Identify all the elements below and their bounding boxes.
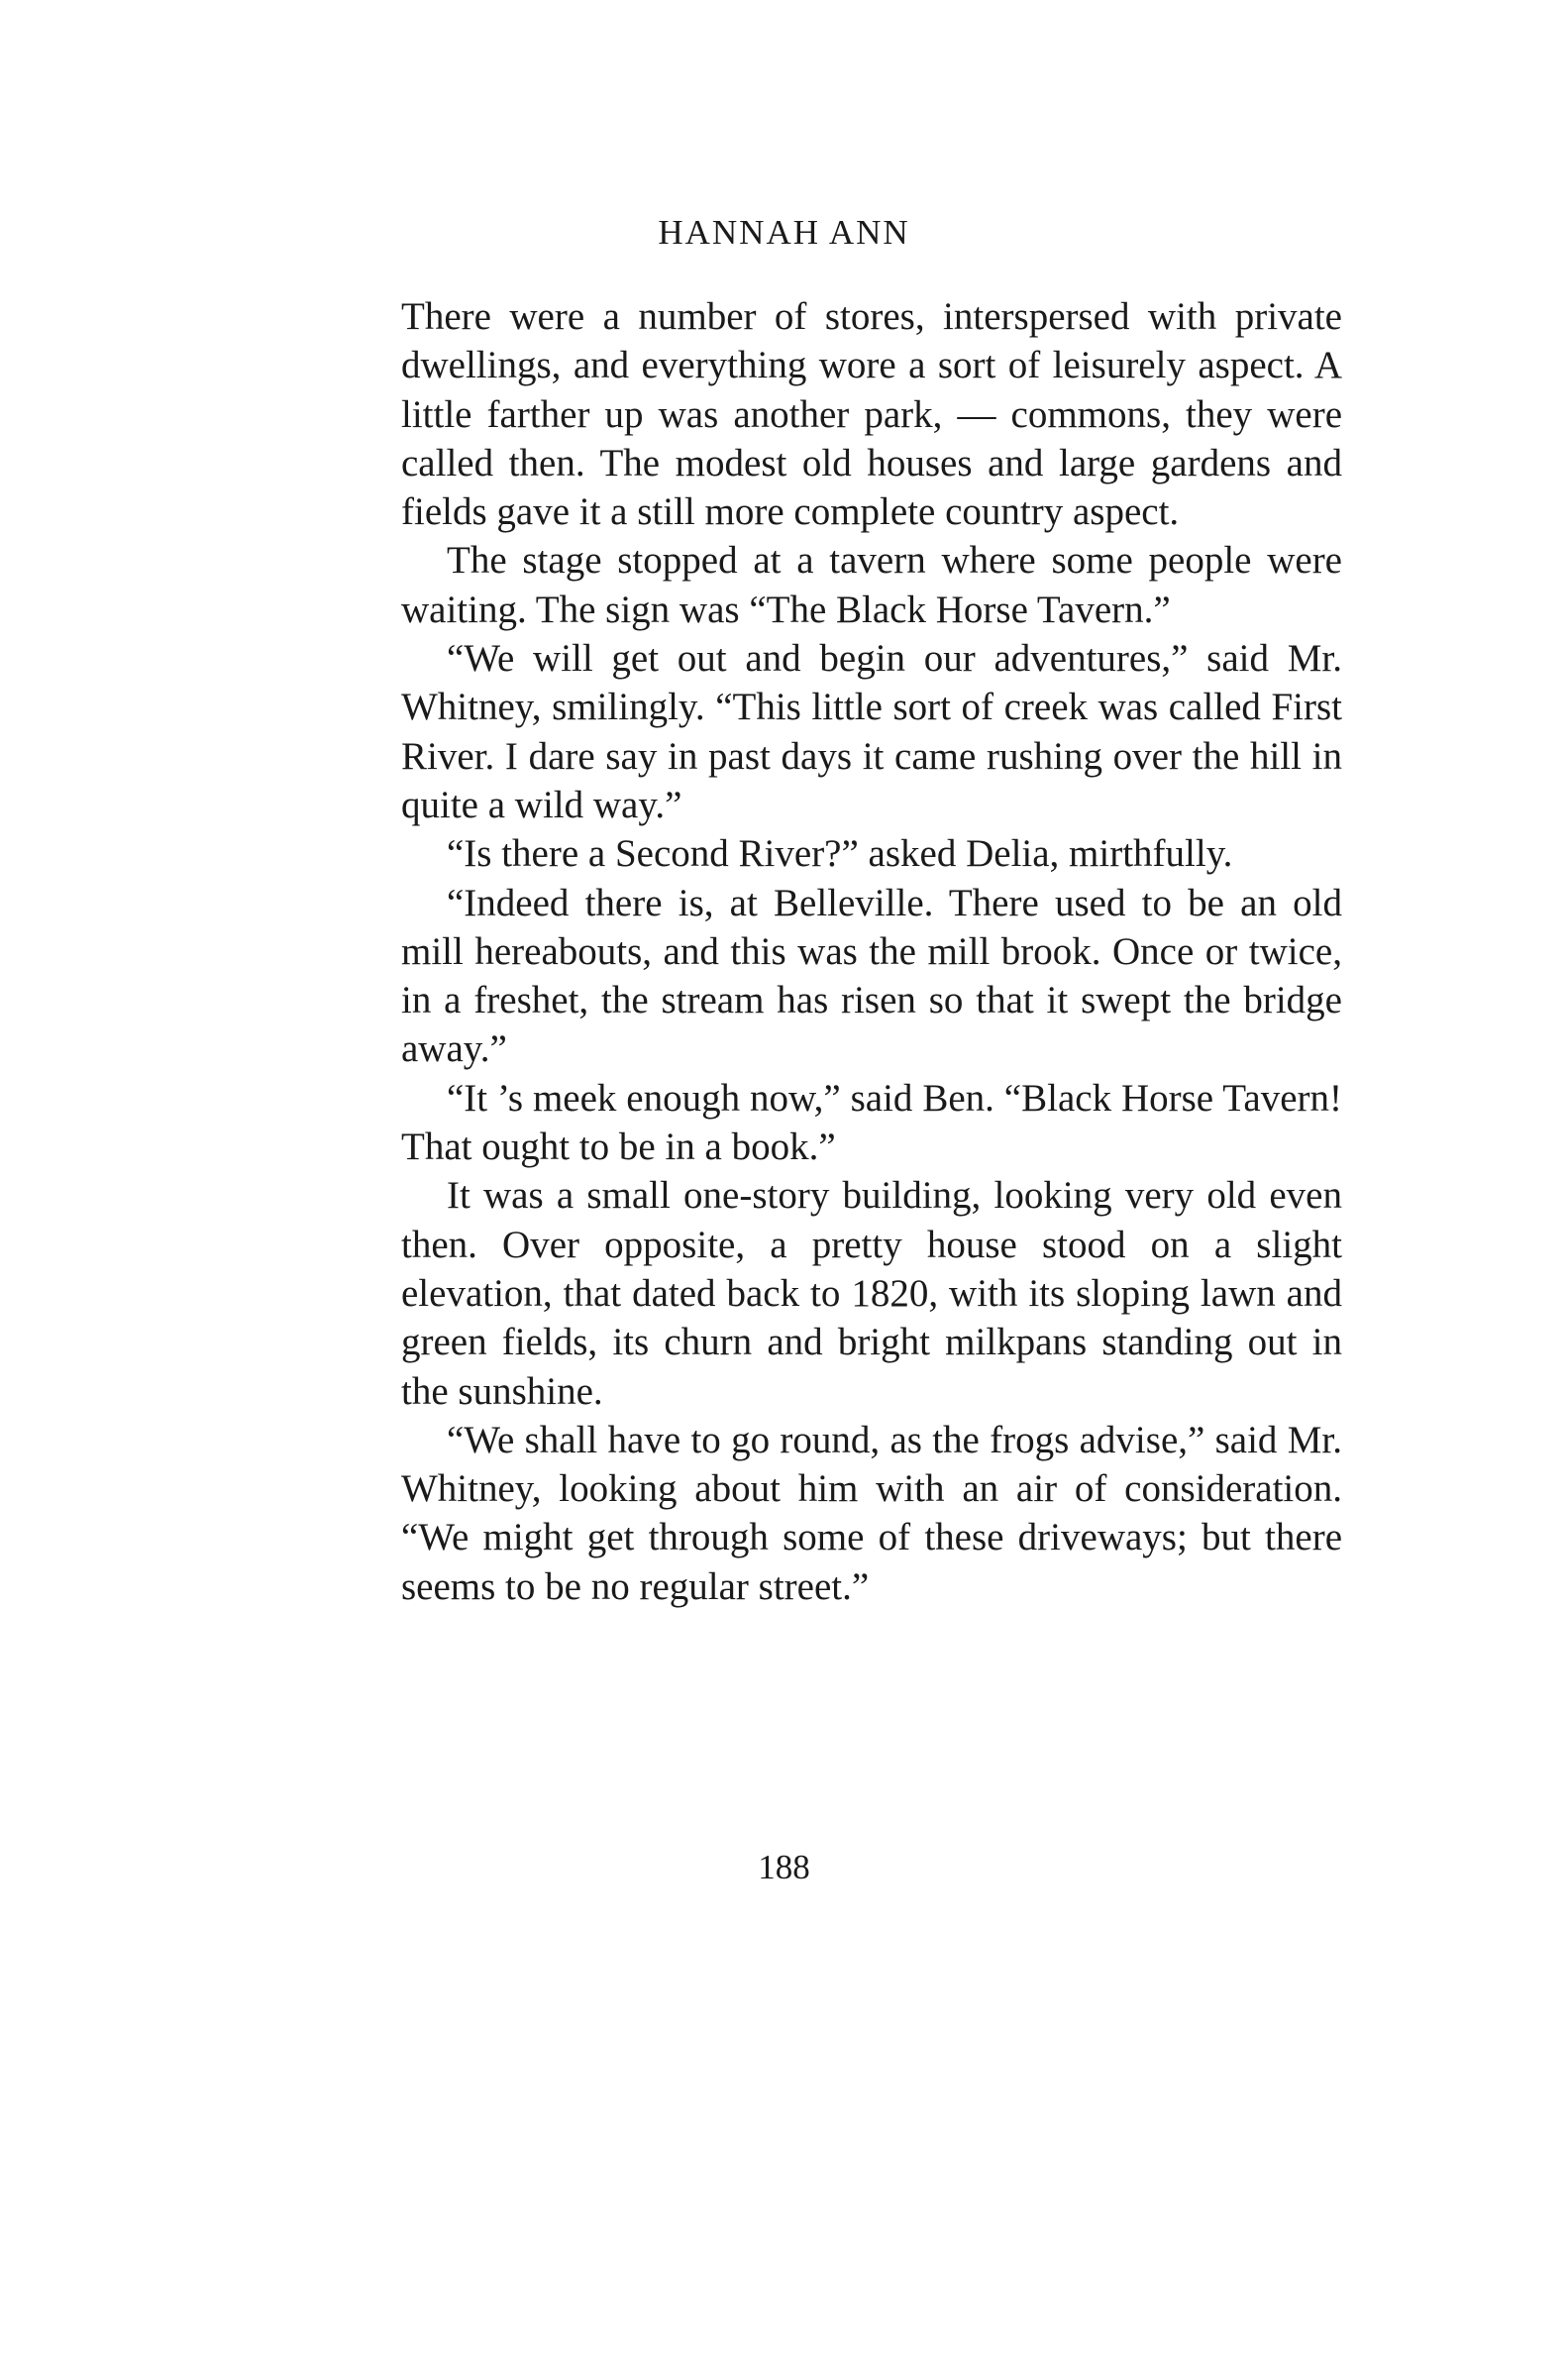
paragraph: “Is there a Second River?” asked Delia, mirthfully. [447,832,1233,876]
page-number: 188 [758,1848,810,1886]
paragraph: “We will get out and begin our adventures,” said Mr. Whitney, smilingly. “This little sort of creek was called First River. I dare say in past days it came rushing over the hill in quite a wild way.” [401,637,1342,826]
body-text [401,292,1342,1611]
paragraph: “We shall have to go round, as the frogs advise,” said Mr. Whitney, looking about him with an air of consideration. “We might get through some of these driveways; but there seems to be no regular street.” [401,1418,1342,1608]
running-head: HANNAH ANN [658,213,910,252]
paragraph: The stage stopped at a tavern where some people were waiting. The sign was “The Black Horse Tavern.” [401,539,1342,631]
paragraph: It was a small one-story building, looking very old even then. Over opposite, a pretty house stood on a slight elevation, that dated back to 1820, with its sloping lawn and green fields, its churn and bright milkpans standing out in the sunshine. [401,1174,1342,1413]
paragraph: “Indeed there is, at Belleville. There used to be an old mill hereabouts, and this was the mill brook. Once or twice, in a freshet, the stream has risen so that it swept the bridge away.” [401,881,1342,1071]
paragraph: “It ’s meek enough now,” said Ben. “Black Horse Tavern! That ought to be in a book.” [401,1076,1342,1169]
paragraph: There were a number of stores, interspersed with private dwellings, and everything wore a sort of leisurely aspect. A little farther up was another park, — commons, they were called then. The modest old houses and large gardens and fields gave it a still more complete country aspect. [401,295,1342,534]
